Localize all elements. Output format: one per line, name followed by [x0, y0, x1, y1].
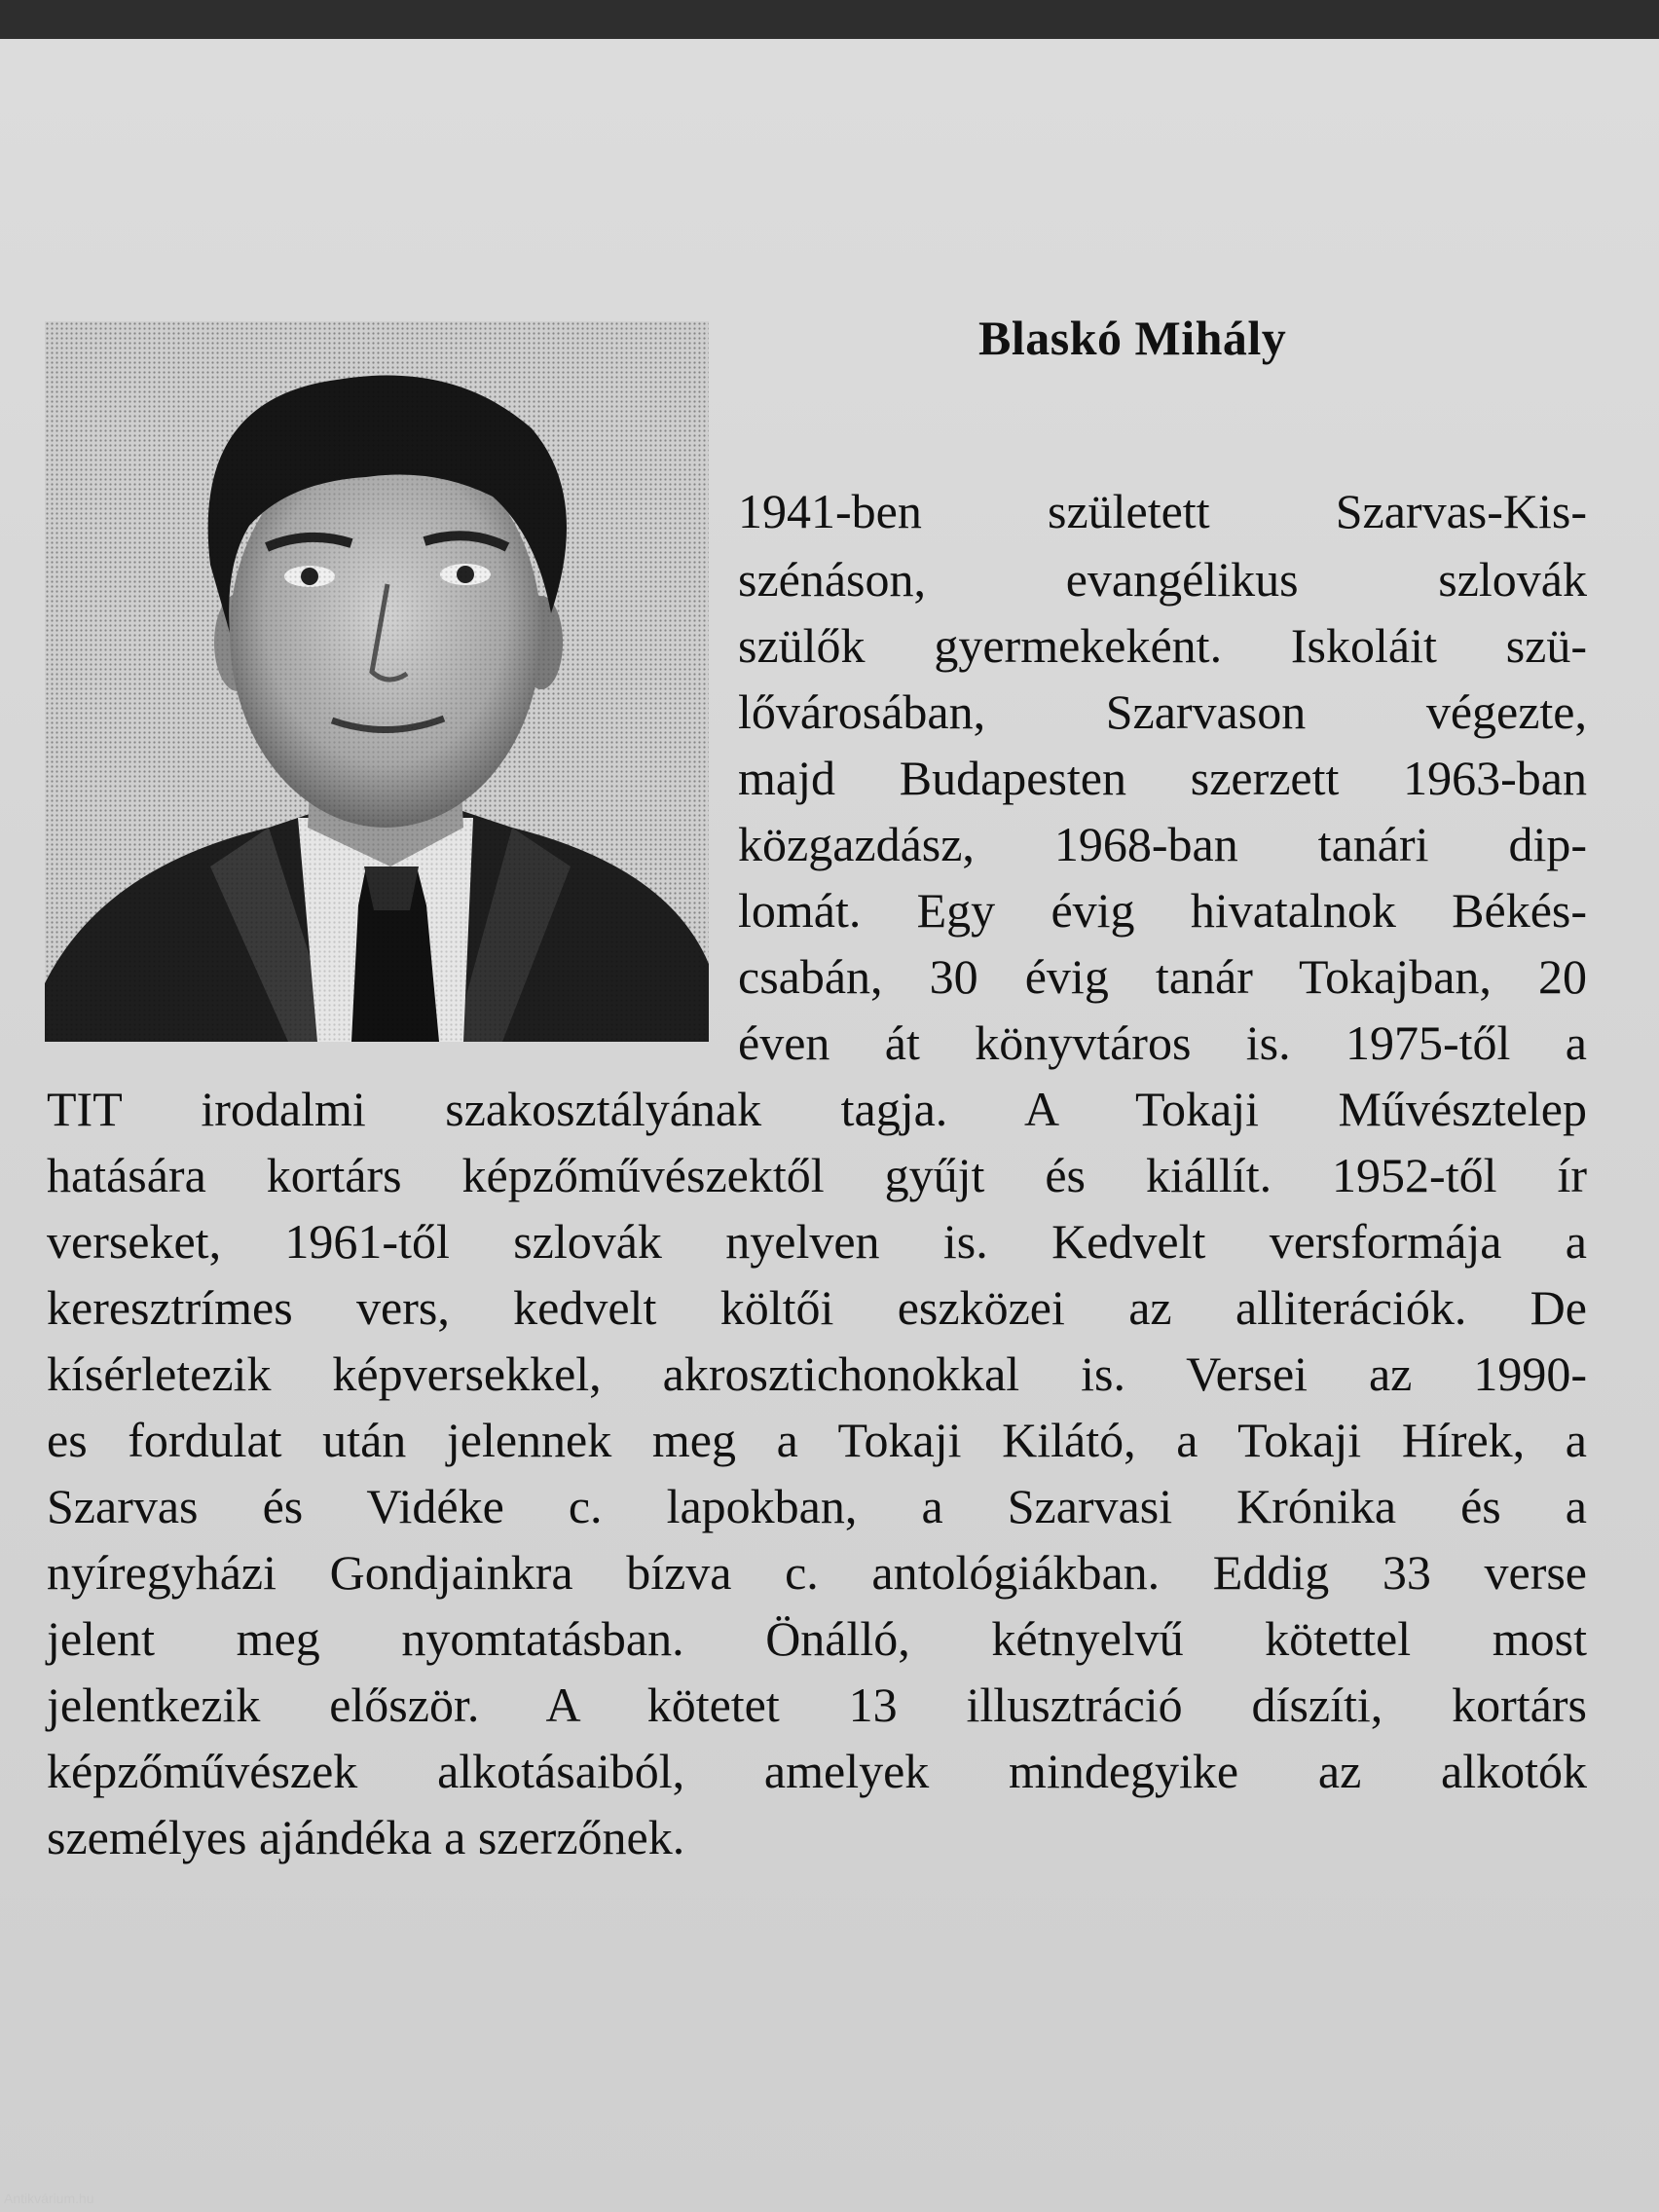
bio-line: csabán, 30 évig tanár Tokajban, 20 [738, 949, 1587, 1004]
bio-line: keresztrímes vers, kedvelt költői eszközei az alliterációk. De [47, 1280, 1587, 1335]
bio-line: lővárosában, Szarvason végezte, [738, 684, 1587, 739]
bio-line: kísérletezik képversekkel, akrosztichonokkal is. Versei az 1990- [47, 1346, 1587, 1401]
bio-line: közgazdász, 1968-ban tanári dip- [738, 817, 1587, 871]
bio-line: 1941-ben született Szarvas-Kis- [738, 484, 1587, 538]
bio-line: jelent meg nyomtatásban. Önálló, kétnyelvű kötettel most [47, 1611, 1587, 1666]
bio-line: jelentkezik először. A kötetet 13 illusztráció díszíti, kortárs [47, 1677, 1587, 1732]
bio-line: szülők gyermekeként. Iskoláit szü- [738, 618, 1587, 673]
bio-line: képzőművészek alkotásaiból, amelyek mindegyike az alkotók [47, 1744, 1587, 1798]
page-title: Blaskó Mihály [978, 311, 1287, 365]
bio-line: es fordulat után jelennek meg a Tokaji Kilátó, a Tokaji Hírek, a [47, 1413, 1587, 1467]
bio-line: majd Budapesten szerzett 1963-ban [738, 751, 1587, 805]
bio-line: nyíregyházi Gondjainkra bízva c. antológiákban. Eddig 33 verse [47, 1545, 1587, 1600]
portrait-image [45, 321, 709, 1042]
watermark-text: Antikvárium.hu [4, 2191, 94, 2206]
bio-line: Szarvas és Vidéke c. lapokban, a Szarvasi Krónika és a [47, 1479, 1587, 1533]
portrait-photo [45, 321, 709, 1042]
bio-line: verseket, 1961-től szlovák nyelven is. Kedvelt versformája a [47, 1214, 1587, 1269]
bio-line: szénáson, evangélikus szlovák [738, 552, 1587, 607]
bio-line: személyes ajándéka a szerzőnek. [47, 1810, 685, 1864]
bio-line: hatására kortárs képzőművészektől gyűjt és kiállít. 1952-től ír [47, 1148, 1587, 1202]
bio-line: TIT irodalmi szakosztályának tagja. A Tokaji Művésztelep [47, 1082, 1587, 1136]
bio-line: lomát. Egy évig hivatalnok Békés- [738, 883, 1587, 938]
bio-line: éven át könyvtáros is. 1975-től a [738, 1015, 1587, 1070]
